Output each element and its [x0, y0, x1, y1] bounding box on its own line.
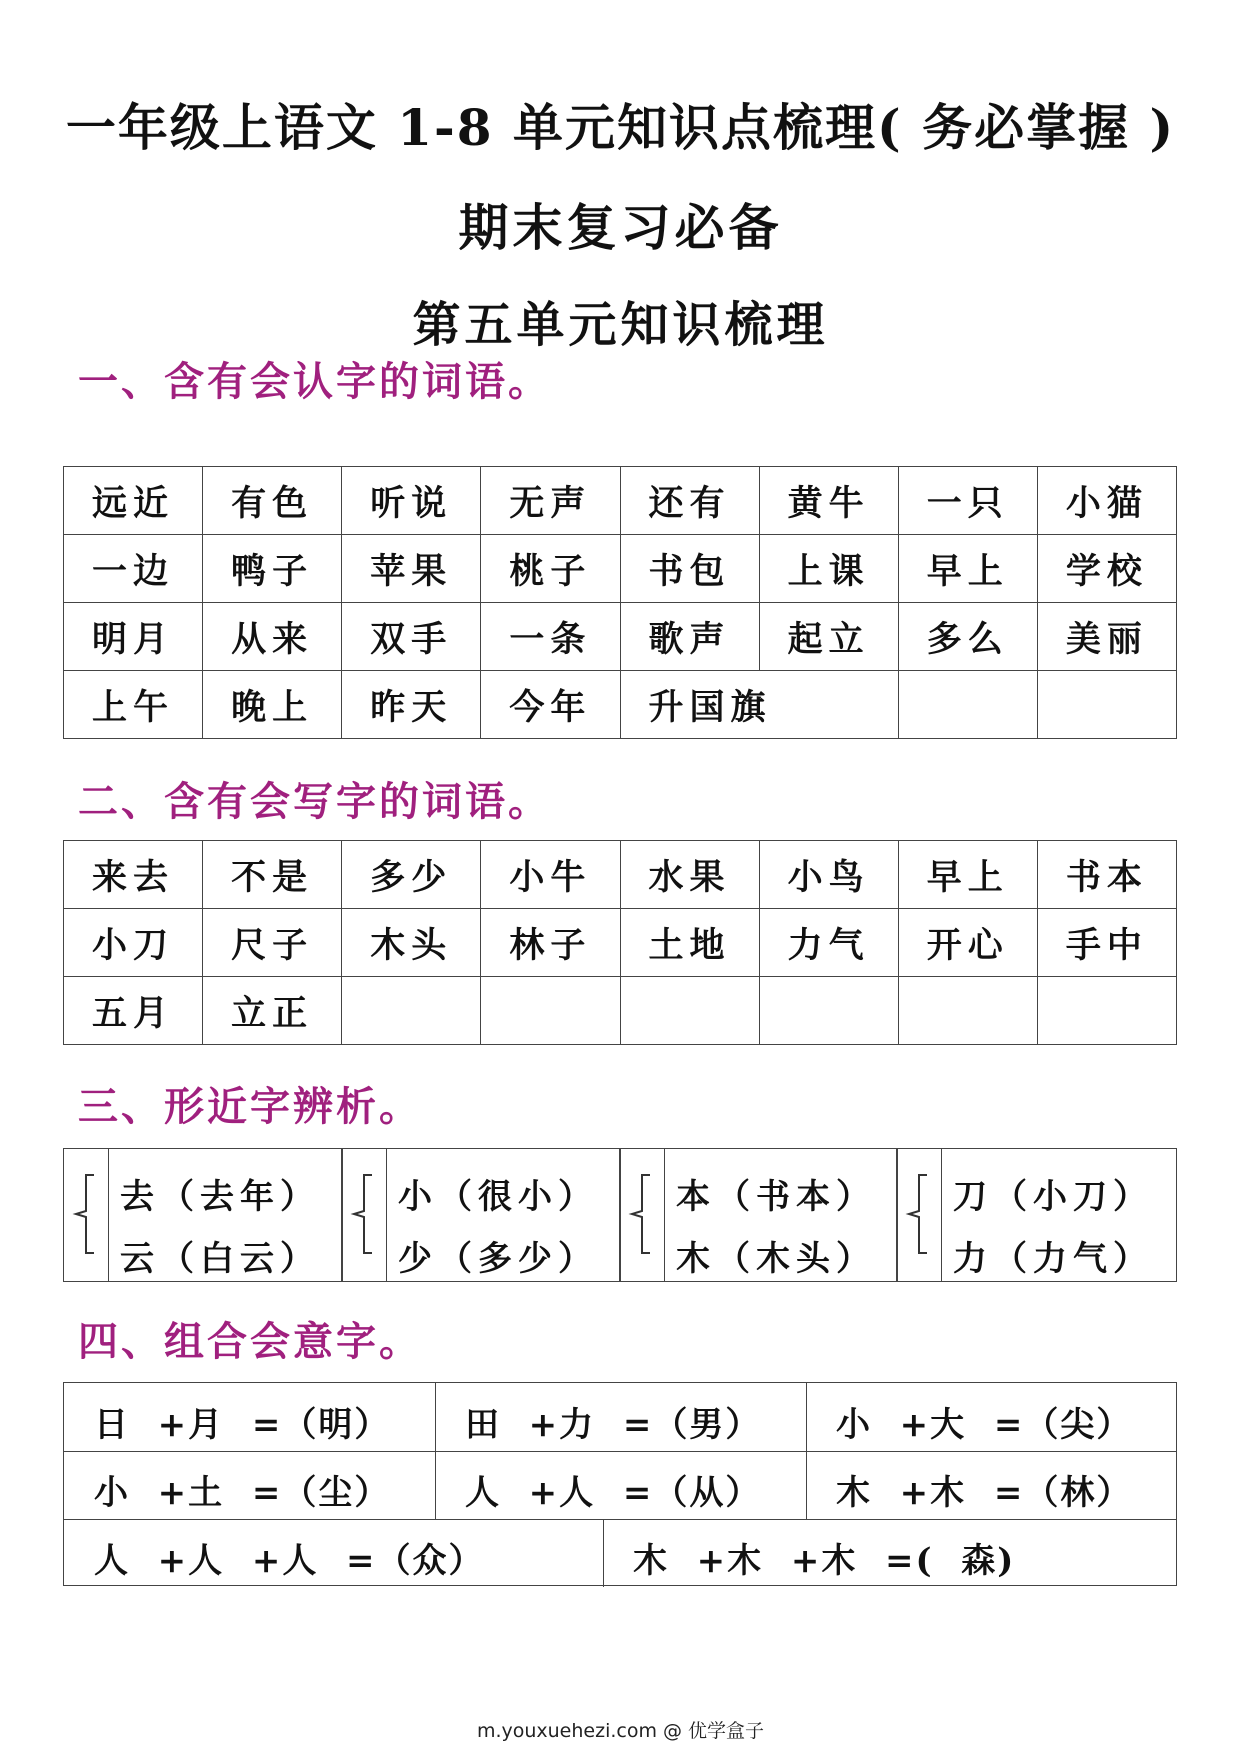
word-cell: 从来: [203, 603, 342, 671]
word-cell: 晚上: [203, 671, 342, 739]
word-cell: 黄牛: [759, 467, 898, 535]
word-cell: 早上: [898, 535, 1037, 603]
word-cell: [481, 977, 620, 1045]
word-cell: 苹果: [342, 535, 481, 603]
table-row: [64, 671, 1177, 739]
word-cell: 小刀: [64, 909, 203, 977]
word-cell: 力气: [759, 909, 898, 977]
section1-heading: 一、含有会认字的词语。: [78, 358, 551, 405]
compound-equation: 木 +木 =（林）: [836, 1473, 1133, 1513]
word-cell: 一边: [64, 535, 203, 603]
word-cell: 小猫: [1037, 467, 1176, 535]
word-cell: 书包: [620, 535, 759, 603]
divider: [64, 1451, 1176, 1452]
section4-heading: 四、组合会意字。: [78, 1318, 422, 1365]
page-subtitle: 期末复习必备: [458, 198, 783, 257]
table-row: [64, 467, 1177, 535]
compound-equation: 田 +力 =（男）: [465, 1405, 762, 1445]
divider: [664, 1149, 665, 1281]
word-cell: 明月: [64, 603, 203, 671]
word-cell: 鸭子: [203, 535, 342, 603]
left-brace-icon: [346, 1173, 378, 1255]
word-cell: 无声: [481, 467, 620, 535]
left-brace-icon: [68, 1173, 100, 1255]
word-cell: 美丽: [1037, 603, 1176, 671]
word-cell: 木头: [342, 909, 481, 977]
left-brace-icon: [901, 1173, 933, 1255]
word-cell: 一只: [898, 467, 1037, 535]
word-cell: 小鸟: [759, 841, 898, 909]
word-cell: [898, 977, 1037, 1045]
divider: [941, 1149, 942, 1281]
word-cell: [620, 977, 759, 1045]
compound-equation: 人 +人 =（从）: [465, 1473, 762, 1513]
section2-table: [63, 840, 1177, 1045]
divider: [64, 1519, 1176, 1520]
divider: [603, 1519, 604, 1587]
divider: [806, 1383, 807, 1519]
left-brace-icon: [624, 1173, 656, 1255]
word-cell: [898, 671, 1037, 739]
compound-equation: 日 +月 =（明）: [94, 1405, 391, 1445]
similar-char-pair: [619, 1148, 898, 1282]
word-cell: [1037, 977, 1176, 1045]
word-cell: 小牛: [481, 841, 620, 909]
divider: [108, 1149, 109, 1281]
word-cell: 多少: [342, 841, 481, 909]
word-cell: 早上: [898, 841, 1037, 909]
word-cell: 水果: [620, 841, 759, 909]
unit-title: 第五单元知识梳理: [412, 297, 829, 353]
word-cell: 五月: [64, 977, 203, 1045]
similar-char-pair: [341, 1148, 621, 1282]
word-cell: 立正: [203, 977, 342, 1045]
word-cell: 有色: [203, 467, 342, 535]
section3-heading: 三、形近字辨析。: [78, 1083, 422, 1130]
word-cell: [759, 977, 898, 1045]
word-cell: 上课: [759, 535, 898, 603]
word-cell: 书本: [1037, 841, 1176, 909]
word-cell: 开心: [898, 909, 1037, 977]
divider: [386, 1149, 387, 1281]
compound-equation: 小 +大 =（尖）: [836, 1405, 1133, 1445]
divider: [435, 1383, 436, 1519]
footer-watermark: m.youxuehezi.com @ 优学盒子: [476, 1720, 765, 1742]
word-cell: 上午: [64, 671, 203, 739]
table-row: [64, 841, 1177, 909]
word-cell: 来去: [64, 841, 203, 909]
section2-heading: 二、含有会写字的词语。: [78, 778, 551, 825]
word-cell: 歌声: [620, 603, 759, 671]
word-cell: 一条: [481, 603, 620, 671]
table-row: [64, 603, 1177, 671]
word-cell: 林子: [481, 909, 620, 977]
pair-second: 云（白云）: [120, 1239, 320, 1279]
pair-second: 少（多少）: [398, 1239, 598, 1279]
pair-second: 木（木头）: [676, 1239, 876, 1279]
word-cell: 远近: [64, 467, 203, 535]
word-cell: 不是: [203, 841, 342, 909]
word-cell: 还有: [620, 467, 759, 535]
similar-char-pair: [896, 1148, 1177, 1282]
pair-first: 刀（小刀）: [953, 1177, 1153, 1217]
word-cell: 今年: [481, 671, 620, 739]
word-cell: 多么: [898, 603, 1037, 671]
table-row: [64, 977, 1177, 1045]
section1-table: [63, 466, 1177, 739]
table-row: [64, 535, 1177, 603]
word-cell: 手中: [1037, 909, 1176, 977]
word-cell: 昨天: [342, 671, 481, 739]
word-cell: 双手: [342, 603, 481, 671]
compound-equation: 小 +土 =（尘）: [94, 1473, 391, 1513]
compound-char-table: [63, 1382, 1177, 1586]
word-cell: [342, 977, 481, 1045]
compound-equation: 木 +木 +木 =( 森): [633, 1541, 1016, 1581]
word-cell: 学校: [1037, 535, 1176, 603]
pair-first: 去（去年）: [120, 1177, 320, 1217]
word-cell: 土地: [620, 909, 759, 977]
word-cell: 起立: [759, 603, 898, 671]
compound-equation: 人 +人 +人 =（众）: [94, 1541, 485, 1581]
word-cell: [1037, 671, 1176, 739]
pair-first: 本（书本）: [676, 1177, 876, 1217]
similar-char-pair: [63, 1148, 343, 1282]
word-cell: 桃子: [481, 535, 620, 603]
page-title: 一年级上语文 1-8 单元知识点梳理( 务必掌握 ): [65, 98, 1176, 157]
pair-first: 小（很小）: [398, 1177, 598, 1217]
pair-second: 力（力气）: [953, 1239, 1153, 1279]
word-cell: 听说: [342, 467, 481, 535]
word-cell: 升国旗: [620, 671, 898, 739]
word-cell: 尺子: [203, 909, 342, 977]
table-row: [64, 909, 1177, 977]
